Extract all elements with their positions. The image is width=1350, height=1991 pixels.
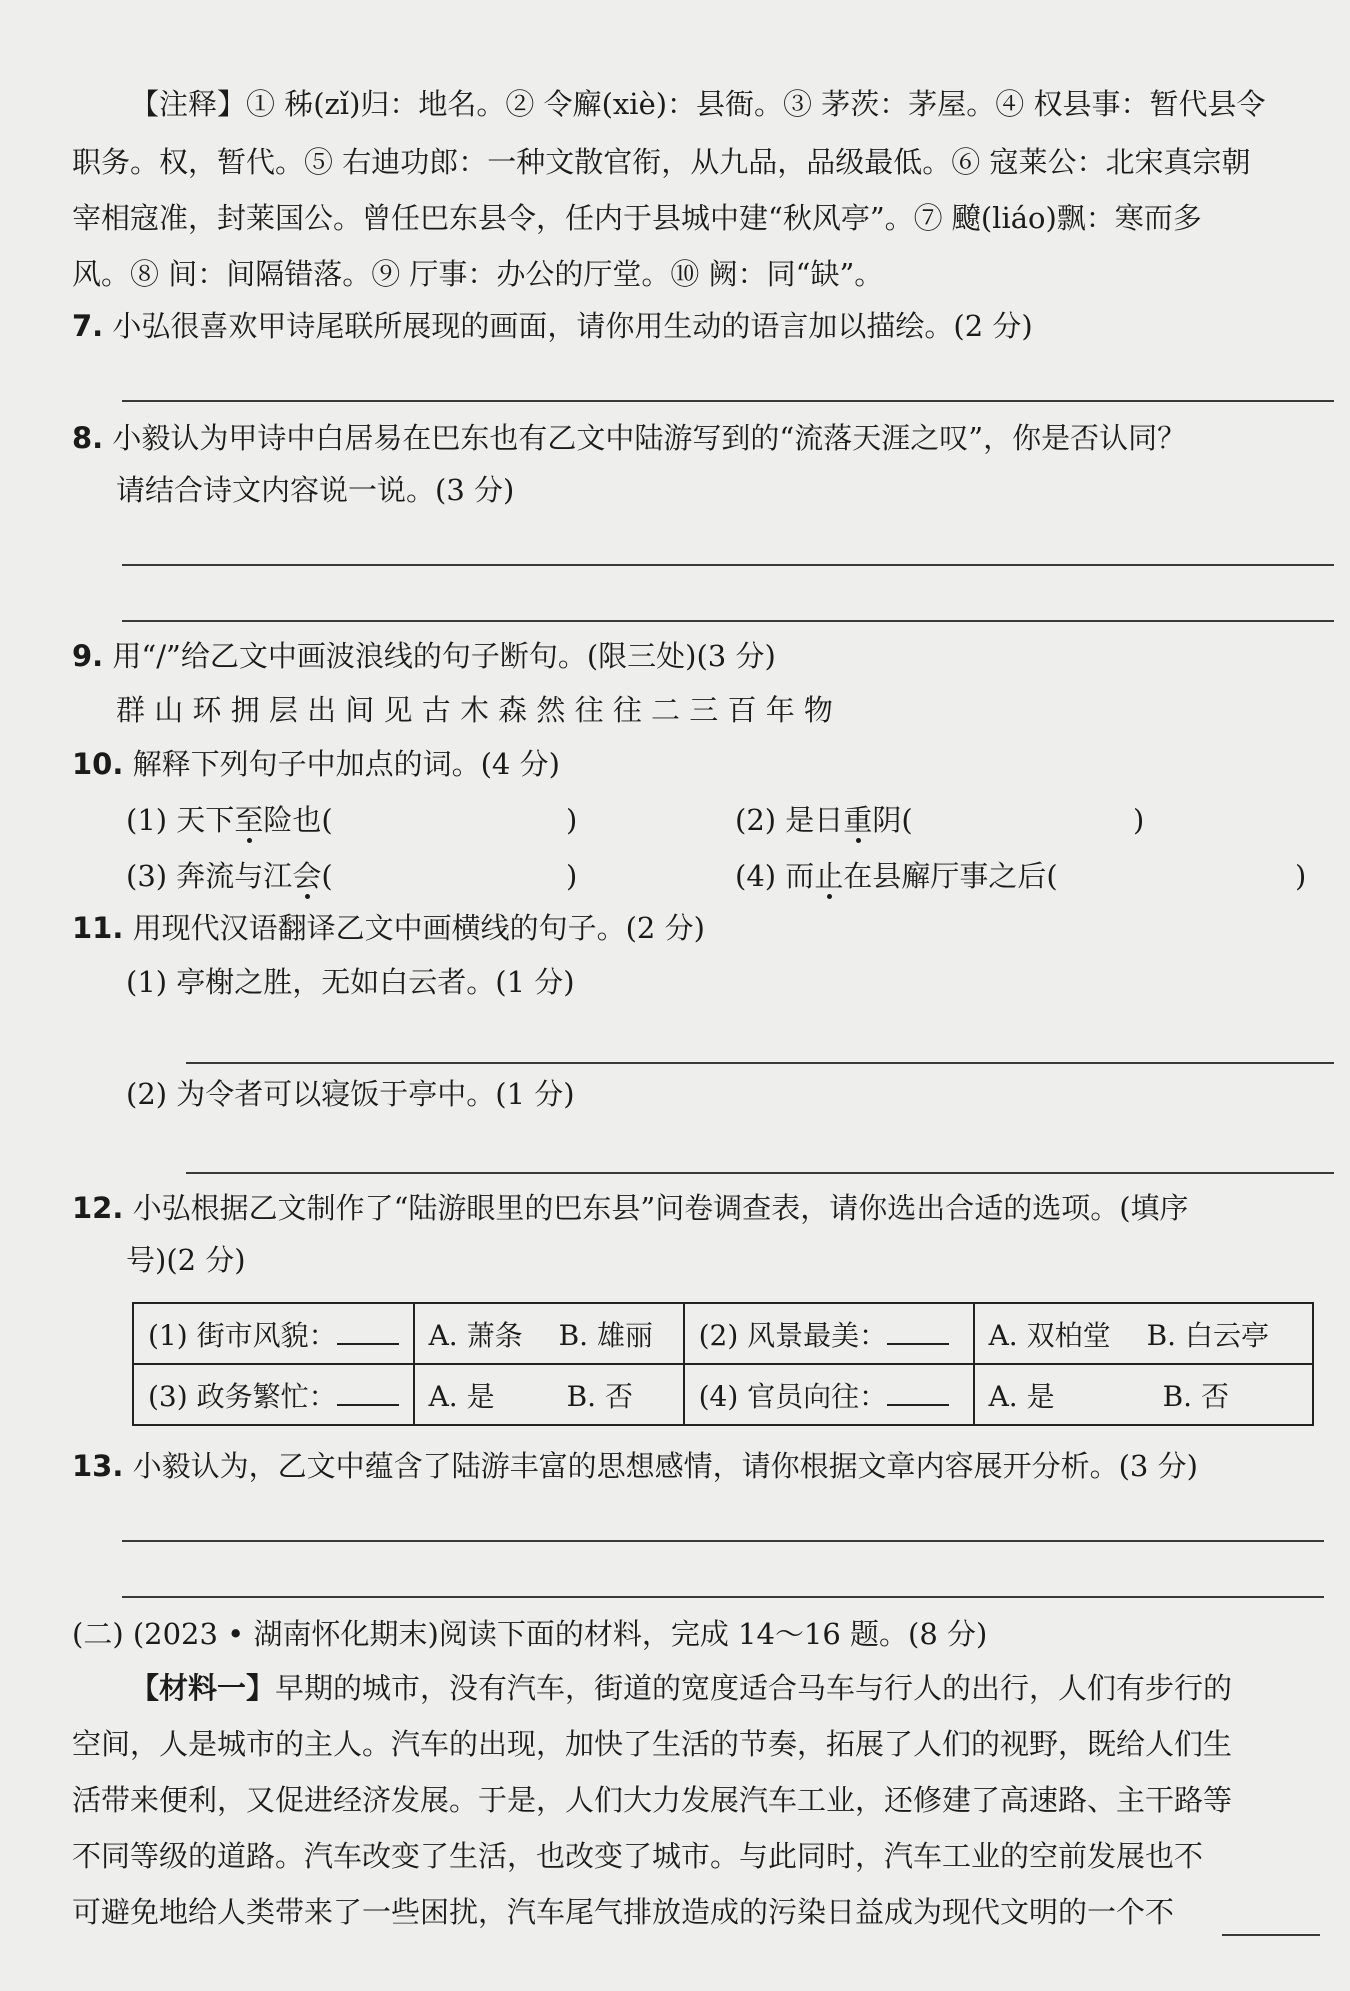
item-text: 在县廨厅事之后( (843, 859, 1058, 893)
answer-line-q8-2[interactable] (122, 620, 1334, 622)
table-cell: (1) 街市风貌： (133, 1303, 414, 1364)
answer-blank[interactable] (337, 1321, 399, 1345)
question-11 (72, 908, 1342, 948)
material-label: 【材料一】 (130, 1671, 276, 1705)
q10-item-2 (735, 800, 1335, 840)
table-cell: (2) 风景最美： (684, 1303, 974, 1364)
material-1-line-2: 空间，人是城市的主人。汽车的出现，加快了生活的节奏，拓展了人们的视野，既给人们生 (72, 1727, 1233, 1761)
close-paren: ) (1133, 803, 1145, 837)
question-13 (72, 1446, 1342, 1486)
answer-line-q11-1[interactable] (186, 1062, 1334, 1064)
close-paren: ) (566, 803, 578, 837)
question-text: 用现代汉语翻译乙文中画横线的句子。(2 分) (132, 911, 705, 945)
notes-line-2: 职务。权，暂代。⑤ 右迪功郎：一种文散官衔，从九品，品级最低。⑥ 寇莱公：北宋真宗朝 (72, 145, 1251, 179)
material-1-line-5: 可避免地给人类带来了一些困扰，汽车尾气排放造成的污染日益成为现代文明的一个不 (72, 1895, 1175, 1929)
table-cell: (4) 官员向往： (684, 1364, 974, 1425)
question-number: 10. (72, 747, 124, 781)
question-9 (72, 636, 1342, 676)
q11-sub-1: (1) 亭榭之胜，无如白云者。(1 分) (126, 965, 575, 999)
close-paren: ) (566, 859, 578, 893)
answer-line-q8-1[interactable] (122, 564, 1334, 566)
material-1-line-1: 【材料一】早期的城市，没有汽车，街道的宽度适合马车与行人的出行，人们有步行的 (130, 1671, 1233, 1705)
answer-line-q13-2[interactable] (122, 1596, 1324, 1598)
table-row (133, 1364, 1313, 1425)
question-number: 7. (72, 309, 104, 343)
question-7 (72, 306, 1342, 346)
question-text: 解释下列句子中加点的词。(4 分) (132, 747, 560, 781)
item-text: ( (321, 859, 333, 893)
question-8 (72, 418, 1342, 458)
item-text: (1) 天下 (126, 803, 235, 837)
table-row (133, 1303, 1313, 1364)
question-number: 11. (72, 911, 124, 945)
question-text: 用“/”给乙文中画波浪线的句子断句。(限三处)(3 分) (112, 639, 776, 673)
table-cell: A. 是 B. 否 (974, 1364, 1313, 1425)
question-8-continued: 请结合诗文内容说一说。(3 分) (116, 473, 515, 507)
question-text: 小毅认为甲诗中白居易在巴东也有乙文中陆游写到的“流落天涯之叹”，你是否认同？ (112, 421, 1187, 455)
survey-table (132, 1302, 1314, 1426)
item-text: (3) 奔流与江 (126, 859, 293, 893)
answer-blank[interactable] (337, 1382, 399, 1406)
question-text: 小弘根据乙文制作了“陆游眼里的巴东县”问卷调查表，请你选出合适的选项。(填序 (132, 1191, 1189, 1225)
notes-line-4: 风。⑧ 间：间隔错落。⑨ 厅事：办公的厅堂。⑩ 阙：同“缺”。 (72, 257, 884, 291)
question-number: 12. (72, 1191, 124, 1225)
section-heading: (二) (2023 • 湖南怀化期末)阅读下面的材料，完成 14～16 题。(8 分) (72, 1617, 988, 1651)
answer-line-q13-1[interactable] (122, 1540, 1324, 1542)
answer-blank[interactable] (887, 1382, 949, 1406)
table-cell: (3) 政务繁忙： (133, 1364, 414, 1425)
dotted-word: 至 (234, 803, 264, 837)
question-10 (72, 744, 1342, 784)
item-text: (4) 而 (735, 859, 815, 893)
question-text: 小弘很喜欢甲诗尾联所展现的画面，请你用生动的语言加以描绘。(2 分) (112, 309, 1033, 343)
item-text: 险也( (263, 803, 333, 837)
notes-line-3: 宰相寇准，封莱国公。曾任巴东县令，任内于县城中建“秋风亭”。⑦ 飉(liáo)飘：寒而多 (72, 201, 1202, 235)
answer-line-q11-2[interactable] (186, 1172, 1334, 1174)
table-cell: A. 萧条 B. 雄丽 (414, 1303, 684, 1364)
question-number: 8. (72, 421, 104, 455)
dotted-word: 止 (814, 859, 844, 893)
table-cell: A. 双柏堂 B. 白云亭 (974, 1303, 1313, 1364)
question-text: 小毅认为，乙文中蕴含了陆游丰富的思想感情，请你根据文章内容展开分析。(3 分) (132, 1449, 1198, 1483)
item-text: (2) 是日 (735, 803, 844, 837)
notes-line-1: 【注释】① 秭(zǐ)归：地名。② 令廨(xiè)：县衙。③ 茅茨：茅屋。④ 权县事：暂代县令 (130, 87, 1266, 121)
dotted-word: 重 (843, 803, 873, 837)
underline-mark (1222, 1934, 1320, 1936)
q10-item-4 (735, 856, 1335, 896)
dotted-word: 会 (292, 859, 322, 893)
question-number: 9. (72, 639, 104, 673)
punctuation-sentence: 群 山 环 拥 层 出 间 见 古 木 森 然 往 往 二 三 百 年 物 (116, 693, 833, 727)
answer-line-q7[interactable] (122, 400, 1334, 402)
q11-sub-2: (2) 为令者可以寝饭于亭中。(1 分) (126, 1077, 575, 1111)
item-text: 阴( (872, 803, 913, 837)
question-12-continued: 号)(2 分) (126, 1243, 246, 1277)
question-number: 13. (72, 1449, 124, 1483)
material-1-line-3: 活带来便利，又促进经济发展。于是，人们大力发展汽车工业，还修建了高速路、主干路等 (72, 1783, 1233, 1817)
material-1-line-4: 不同等级的道路。汽车改变了生活，也改变了城市。与此同时，汽车工业的空前发展也不 (72, 1839, 1204, 1873)
answer-blank[interactable] (887, 1321, 949, 1345)
close-paren: ) (1295, 859, 1307, 893)
table-cell: A. 是 B. 否 (414, 1364, 684, 1425)
question-12 (72, 1188, 1342, 1228)
